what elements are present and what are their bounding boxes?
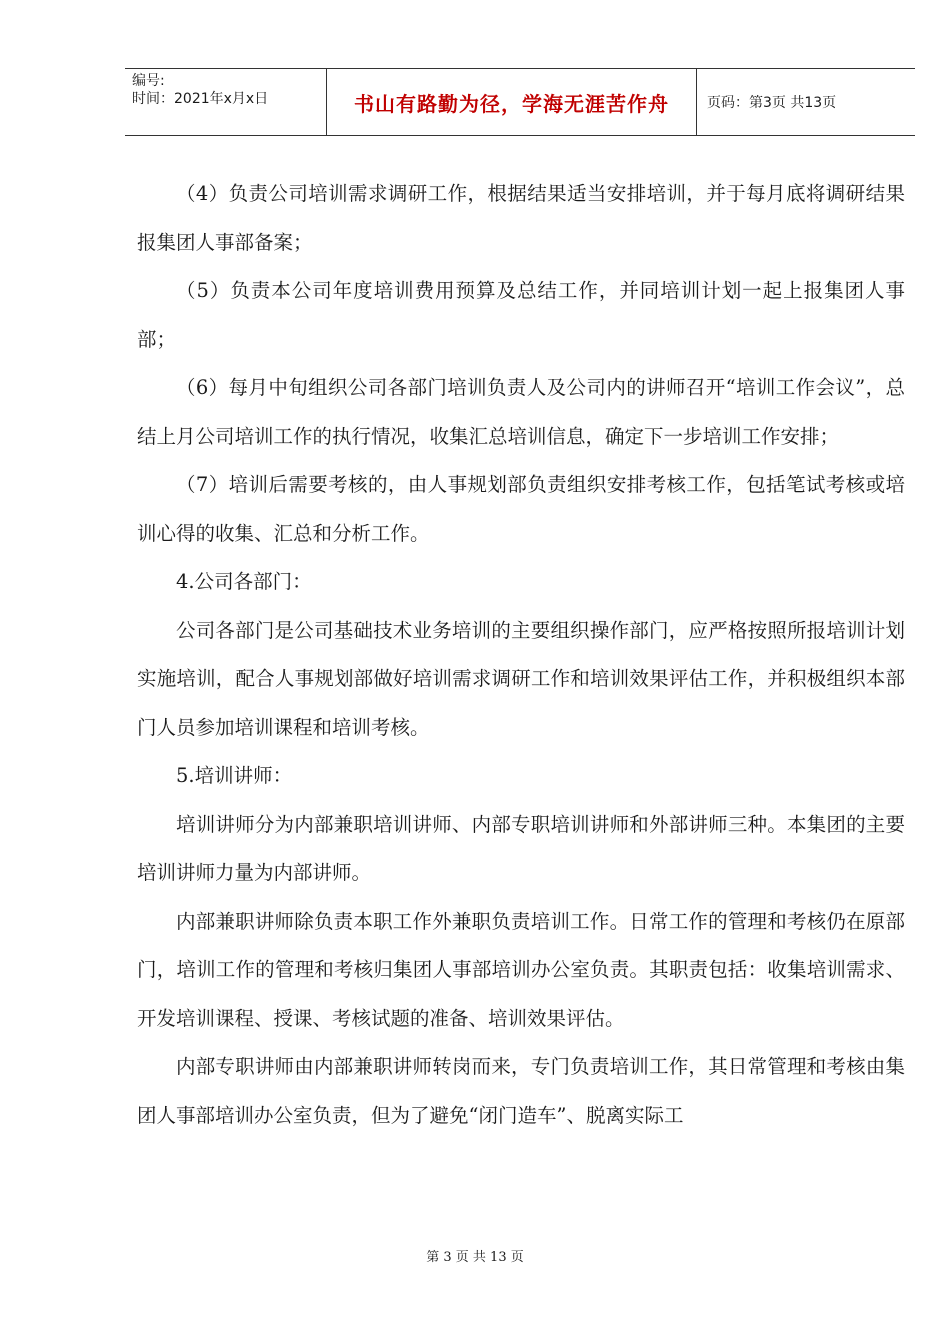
header-page-cell xyxy=(697,69,915,135)
time-label: 时间：2021年x月x日 xyxy=(132,91,269,107)
paragraph: （7）培训后需要考核的，由人事规划部负责组织安排考核工作，包括笔试考核或培训心得的收集、汇总和分析工作。 xyxy=(137,473,905,545)
section-heading: 4.公司各部门： xyxy=(176,570,312,593)
paragraph: （5）负责本公司年度培训费用预算及总结工作，并同培训计划一起上报集团人事部； xyxy=(137,279,905,351)
paragraph: 内部专职讲师由内部兼职讲师转岗而来，专门负责培训工作，其日常管理和考核由集团人事部培训办公室负责，但为了避免“闭门造车”、脱离实际工 xyxy=(137,1055,905,1127)
motto: 书山有路勤为径，学海无涯苦作舟 xyxy=(354,91,669,116)
header-meta xyxy=(125,69,327,135)
page-footer: 第 3 页 共 13 页 xyxy=(426,1250,524,1265)
document-body xyxy=(137,170,905,1140)
serial-number-label: 编号: xyxy=(132,73,165,89)
paragraph: （6）每月中旬组织公司各部门培训负责人及公司内的讲师召开“培训工作会议”，总结上月公司培训工作的执行情况，收集汇总培训信息，确定下一步培训工作安排； xyxy=(137,376,905,448)
paragraph: 内部兼职讲师除负责本职工作外兼职负责培训工作。日常工作的管理和考核仍在原部门，培训工作的管理和考核归集团人事部培训办公室负责。其职责包括：收集培训需求、开发培训课程、授课、考核试题的准备、培训效果评估。 xyxy=(137,909,905,1030)
section-heading: 5.培训讲师： xyxy=(176,764,293,787)
paragraph: （4）负责公司培训需求调研工作，根据结果适当安排培训，并于每月底将调研结果报集团人事部备案； xyxy=(137,182,905,254)
header-page-info: 页码：第3页 共13页 xyxy=(707,95,837,111)
paragraph: 培训讲师分为内部兼职培训讲师、内部专职培训讲师和外部讲师三种。本集团的主要培训讲师力量为内部讲师。 xyxy=(137,812,905,884)
header-motto-cell xyxy=(327,69,697,135)
paragraph: 公司各部门是公司基础技术业务培训的主要组织操作部门，应严格按照所报培训计划实施培训，配合人事规划部做好培训需求调研工作和培训效果评估工作，并积极组织本部门人员参加培训课程和培训考核。 xyxy=(137,618,905,739)
page-header xyxy=(125,68,915,136)
